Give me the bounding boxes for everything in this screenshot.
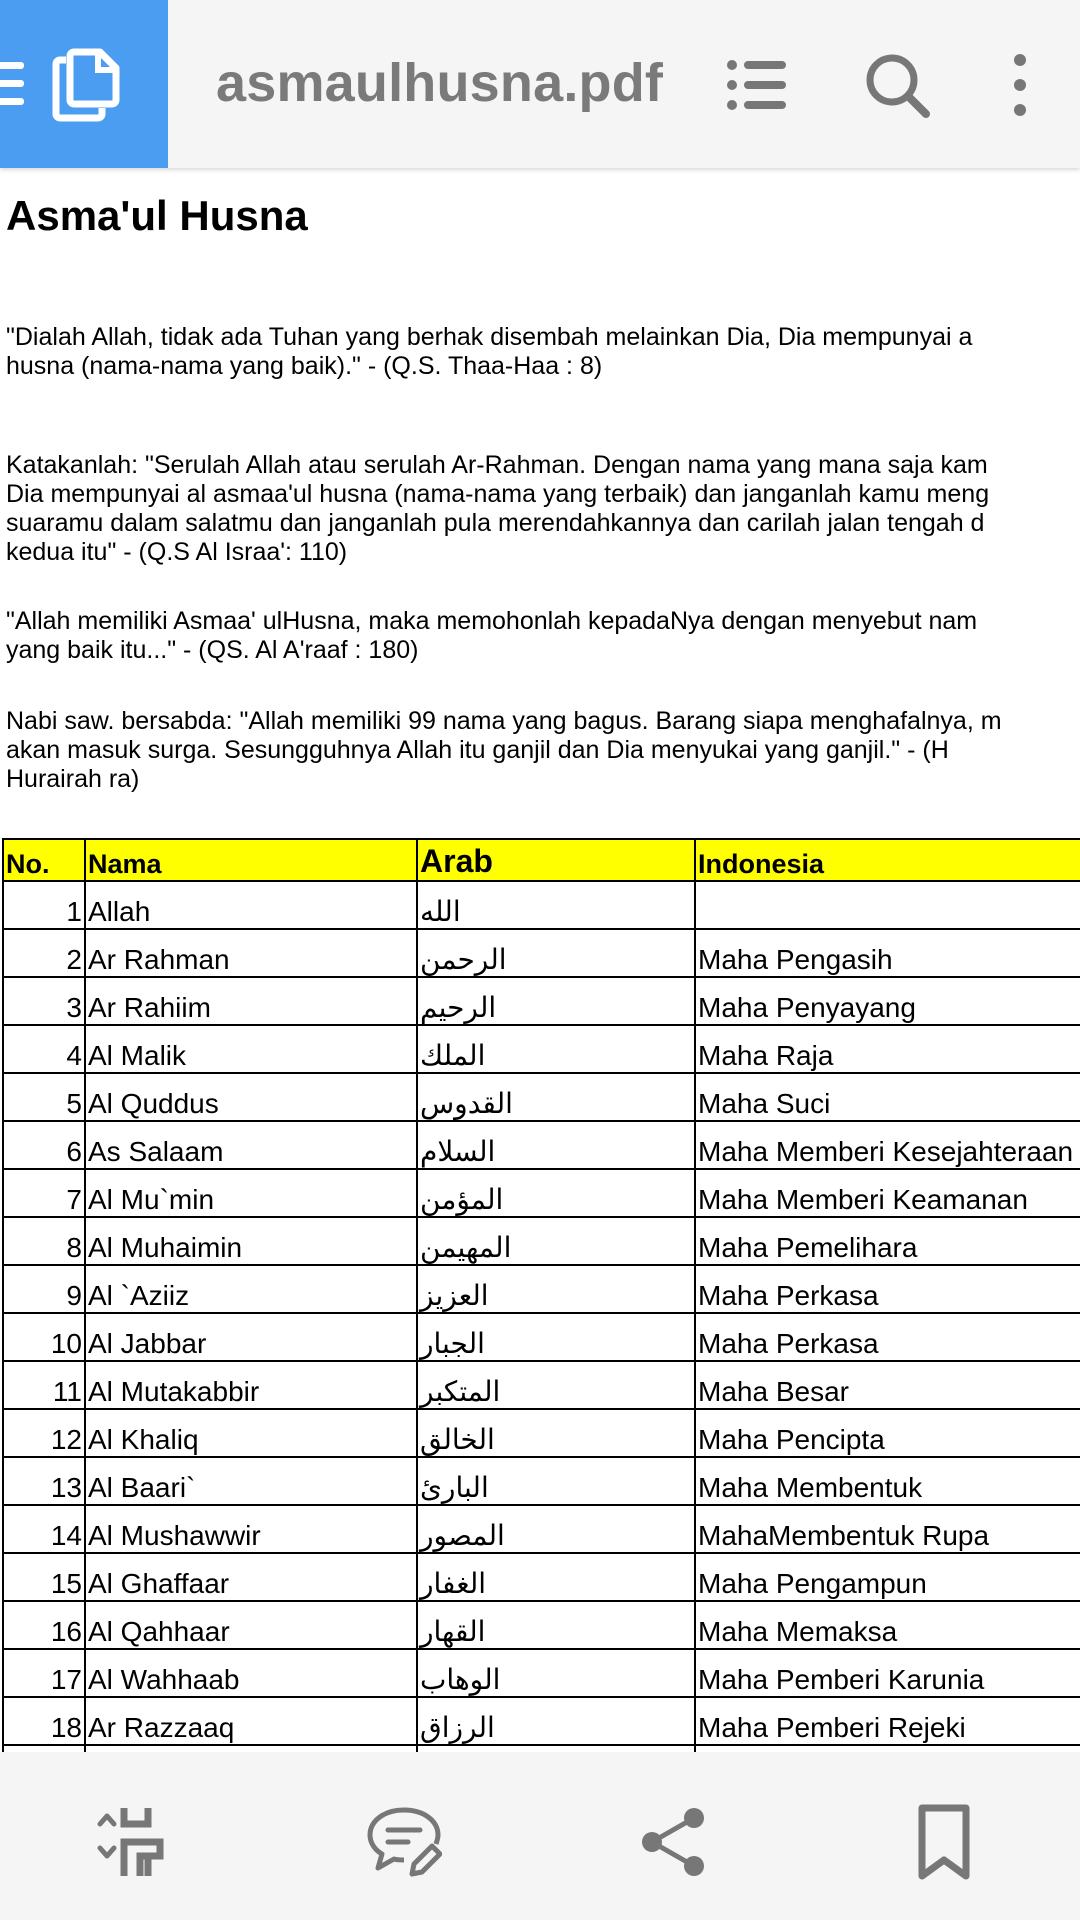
cell-arab: السلام <box>417 1121 695 1169</box>
cell-arab: الرحيم <box>417 977 695 1025</box>
cell-nama: Al `Aziiz <box>85 1265 417 1313</box>
table-row <box>3 1457 1080 1505</box>
table-row <box>3 1361 1080 1409</box>
asmaul-husna-table <box>2 838 1080 1752</box>
cell-nama: Al Quddus <box>85 1073 417 1121</box>
cell-arab: القدوس <box>417 1073 695 1121</box>
table-body <box>3 881 1080 1752</box>
table-row <box>3 1553 1080 1601</box>
cell-nama: Al Malik <box>85 1025 417 1073</box>
cell-no: 5 <box>3 1073 85 1121</box>
more-vert-icon[interactable] <box>985 50 1055 120</box>
cell-nama: Allah <box>85 881 417 929</box>
cell-indonesia: Maha Besar <box>695 1361 1080 1409</box>
cell-arab: الملك <box>417 1025 695 1073</box>
table-row <box>3 1697 1080 1745</box>
cell-arab: الرزاق <box>417 1697 695 1745</box>
cell-arab: العزيز <box>417 1265 695 1313</box>
cell-no: 4 <box>3 1025 85 1073</box>
paragraph-line: kedua itu" - (Q.S Al Israa': 110) <box>6 538 348 566</box>
table-row <box>3 1505 1080 1553</box>
cell-indonesia <box>695 1745 1080 1752</box>
cell-nama: Al Khaliq <box>85 1409 417 1457</box>
table-row <box>3 1745 1080 1752</box>
cell-indonesia: Maha Pemberi Karunia <box>695 1649 1080 1697</box>
bookmark-icon[interactable] <box>906 1804 982 1880</box>
table-row <box>3 977 1080 1025</box>
cell-indonesia: MahaMembentuk Rupa <box>695 1505 1080 1553</box>
cell-arab: المصور <box>417 1505 695 1553</box>
cell-arab: الرحمن <box>417 929 695 977</box>
menu-icon[interactable] <box>0 62 24 106</box>
cell-nama: Al Mushawwir <box>85 1505 417 1553</box>
cell-no: 6 <box>3 1121 85 1169</box>
cell-indonesia: Maha Memberi Keamanan <box>695 1169 1080 1217</box>
paragraph-line: Hurairah ra) <box>6 765 140 793</box>
top-app-bar <box>0 0 1080 168</box>
paragraph-1 <box>6 323 1080 381</box>
cell-nama: Al Jabbar <box>85 1313 417 1361</box>
cell-arab <box>417 1745 695 1752</box>
cell-indonesia: Maha Pemberi Rejeki <box>695 1697 1080 1745</box>
share-icon[interactable] <box>636 1804 712 1880</box>
cell-nama: Ar Razzaaq <box>85 1697 417 1745</box>
fit-page-icon[interactable] <box>94 1804 170 1880</box>
cell-indonesia: Maha Raja <box>695 1025 1080 1073</box>
pdf-page[interactable] <box>0 168 1080 1752</box>
cell-no: 7 <box>3 1169 85 1217</box>
table-row <box>3 1313 1080 1361</box>
comment-edit-icon[interactable] <box>366 1804 442 1880</box>
paragraph-3 <box>6 607 1080 665</box>
cell-indonesia <box>695 881 1080 929</box>
cell-indonesia: Maha Membentuk <box>695 1457 1080 1505</box>
cell-indonesia: Maha Memberi Kesejahteraan <box>695 1121 1080 1169</box>
cell-indonesia: Maha Pengampun <box>695 1553 1080 1601</box>
cell-arab: القهار <box>417 1601 695 1649</box>
document-tab-toggle[interactable] <box>0 0 168 168</box>
paragraph-line: Nabi saw. bersabda: "Allah memiliki 99 nama yang bagus. Barang siapa menghafalnya, m <box>6 707 1002 735</box>
column-header-indonesia: Indonesia <box>695 839 1080 881</box>
table-row <box>3 929 1080 977</box>
cell-no: 12 <box>3 1409 85 1457</box>
cell-arab: الجبار <box>417 1313 695 1361</box>
cell-no: 16 <box>3 1601 85 1649</box>
table-row <box>3 1409 1080 1457</box>
cell-no: 1 <box>3 881 85 929</box>
cell-nama: Ar Rahiim <box>85 977 417 1025</box>
cell-arab: المؤمن <box>417 1169 695 1217</box>
table-row <box>3 1601 1080 1649</box>
cell-indonesia: Maha Suci <box>695 1073 1080 1121</box>
paragraph-line: "Dialah Allah, tidak ada Tuhan yang berhak disembah melainkan Dia, Dia mempunyai a <box>6 323 973 351</box>
cell-indonesia: Maha Perkasa <box>695 1313 1080 1361</box>
table-row <box>3 1025 1080 1073</box>
cell-nama: As Salaam <box>85 1121 417 1169</box>
cell-no: 18 <box>3 1697 85 1745</box>
cell-no: 9 <box>3 1265 85 1313</box>
cell-no: 15 <box>3 1553 85 1601</box>
table-row <box>3 1217 1080 1265</box>
paragraph-2 <box>6 451 1080 567</box>
cell-indonesia: Maha Pemelihara <box>695 1217 1080 1265</box>
table-row <box>3 881 1080 929</box>
paragraph-line: akan masuk surga. Sesungguhnya Allah itu ganjil dan Dia menyukai yang ganjil." - (H <box>6 736 949 764</box>
cell-arab: الله <box>417 881 695 929</box>
cell-no: 2 <box>3 929 85 977</box>
cell-no: 14 <box>3 1505 85 1553</box>
cell-indonesia: Maha Memaksa <box>695 1601 1080 1649</box>
copy-icon[interactable] <box>52 48 122 122</box>
table-row <box>3 1073 1080 1121</box>
paragraph-line: "Allah memiliki Asmaa' ulHusna, maka memohonlah kepadaNya dengan menyebut nam <box>6 607 978 635</box>
column-header-nama: Nama <box>85 839 417 881</box>
cell-no: 17 <box>3 1649 85 1697</box>
cell-nama: Al Mutakabbir <box>85 1361 417 1409</box>
cell-no: 3 <box>3 977 85 1025</box>
cell-indonesia: Maha Penyayang <box>695 977 1080 1025</box>
cell-no: 13 <box>3 1457 85 1505</box>
cell-arab: الوهاب <box>417 1649 695 1697</box>
table-header-row <box>3 839 1080 881</box>
paragraph-line: yang baik itu..." - (QS. Al A'raaf : 180) <box>6 636 419 664</box>
cell-nama: Al Muhaimin <box>85 1217 417 1265</box>
paragraph-line: suaramu dalam salatmu dan janganlah pula merendahkannya dan carilah jalan tengah d <box>6 509 985 537</box>
search-icon[interactable] <box>862 50 932 120</box>
cell-arab: البارئ <box>417 1457 695 1505</box>
cell-nama: Al Qahhaar <box>85 1601 417 1649</box>
cell-nama: Al Baari` <box>85 1457 417 1505</box>
cell-nama: Al Ghaffaar <box>85 1553 417 1601</box>
list-icon[interactable] <box>722 50 792 120</box>
paragraph-line: Katakanlah: "Serulah Allah atau serulah Ar-Rahman. Dengan nama yang mana saja kam <box>6 451 988 479</box>
cell-nama: Al Mu`min <box>85 1169 417 1217</box>
table-row <box>3 1169 1080 1217</box>
paragraph-4 <box>6 707 1080 794</box>
cell-no: 10 <box>3 1313 85 1361</box>
cell-indonesia: Maha Perkasa <box>695 1265 1080 1313</box>
bottom-toolbar <box>0 1752 1080 1920</box>
cell-arab: الخالق <box>417 1409 695 1457</box>
paragraph-line: husna (nama-nama yang baik)." - (Q.S. Thaa-Haa : 8) <box>6 352 603 380</box>
cell-arab: الغفار <box>417 1553 695 1601</box>
column-header-arab: Arab <box>417 839 695 881</box>
document-heading: Asma'ul Husna <box>6 192 308 239</box>
cell-indonesia: Maha Pencipta <box>695 1409 1080 1457</box>
column-header-no: No. <box>3 839 85 881</box>
document-file-name: asmaulhusna.pdf <box>216 53 664 113</box>
cell-no: 8 <box>3 1217 85 1265</box>
cell-nama: Al Wahhaab <box>85 1649 417 1697</box>
cell-arab: المهيمن <box>417 1217 695 1265</box>
cell-indonesia: Maha Pengasih <box>695 929 1080 977</box>
table-row <box>3 1265 1080 1313</box>
paragraph-line: Dia mempunyai al asmaa'ul husna (nama-nama yang terbaik) dan janganlah kamu meng <box>6 480 990 508</box>
cell-nama <box>85 1745 417 1752</box>
cell-no <box>3 1745 85 1752</box>
table-row <box>3 1649 1080 1697</box>
table-row <box>3 1121 1080 1169</box>
cell-nama: Ar Rahman <box>85 929 417 977</box>
cell-arab: المتكبر <box>417 1361 695 1409</box>
cell-no: 11 <box>3 1361 85 1409</box>
